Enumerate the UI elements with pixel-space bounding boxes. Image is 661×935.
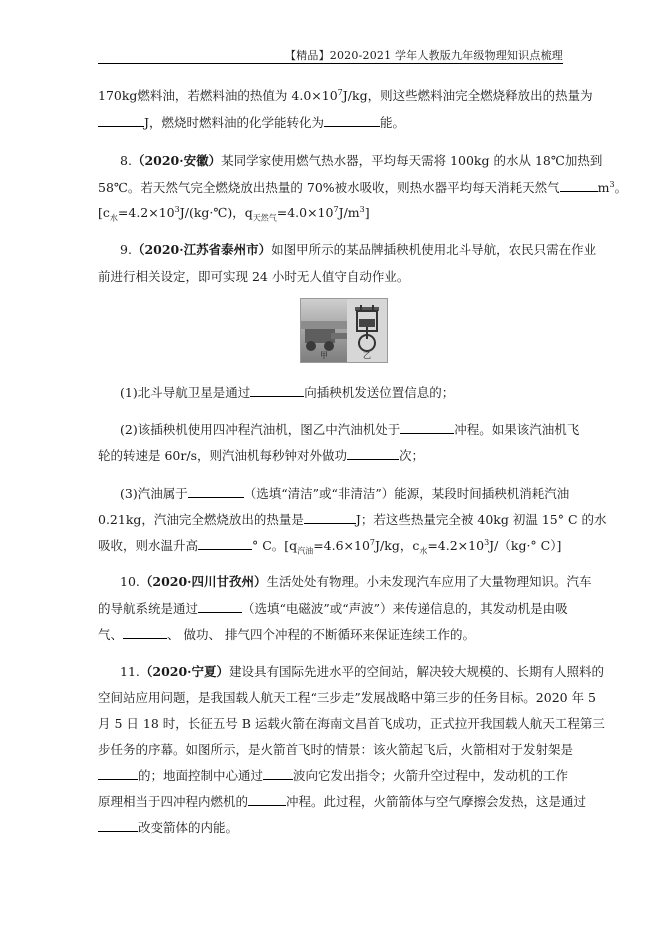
q9-part-3-line-1: (3)汽油属于 （选填“清洁”或“非清洁”）能源，某段时间插秧机消耗汽油 xyxy=(120,486,570,501)
q11-line-1: 11.（2020·宁夏）建设具有国际先进水平的空间站，解决较大规模的、长期有人照料的 xyxy=(120,664,605,679)
q9-line-1: 9.（2020·江苏省泰州市）如图甲所示的某品牌插秧机使用北斗导航，农民只需在作业 xyxy=(120,242,597,257)
q7-line-2: J，燃烧时燃料油的化学能转化为 能。 xyxy=(98,113,405,131)
answer-blank[interactable] xyxy=(347,446,399,460)
q9-part-2-line-2: 轮的转速是 60r/s，则汽油机每秒钟对外做功 次； xyxy=(98,448,424,463)
answer-blank[interactable] xyxy=(400,420,454,434)
q11-line-4: 步任务的序幕。如图所示，是火箭首飞时的情景：该火箭起飞后，火箭相对于发射架是 xyxy=(98,742,574,757)
q11-line-3: 月 5 日 18 时，长征五号 B 运载火箭在海南文昌首飞成功，正式拉开我国载人航天工程第三 xyxy=(98,716,605,731)
q9-part-3-line-2: 0.21kg，汽油完全燃烧放出的热量是 J；若这些热量完全被 40kg 初温 15° C 的水 xyxy=(98,512,607,527)
answer-blank[interactable] xyxy=(248,792,286,806)
header-rule xyxy=(98,63,563,64)
page-header: 【精品】2020-2021 学年人教版九年级物理知识点梳理 xyxy=(284,49,563,62)
answer-blank[interactable] xyxy=(188,484,244,498)
q11-line-7: 改变箭体的内能。 xyxy=(98,818,238,836)
q8-line-3: [$c_水=4.2\times 10^3J/(kg\cdot℃)$，$q_{天然气}=4.0\times 10^7J/m^3$] xyxy=(98,204,370,223)
figure-label-jia: 甲 xyxy=(320,351,328,360)
answer-blank[interactable] xyxy=(198,599,242,613)
rice-transplanter-photo xyxy=(301,299,347,362)
answer-blank[interactable] xyxy=(250,383,304,397)
figure-label-yi: 乙 xyxy=(363,351,371,360)
q10-line-2: 的导航系统是通过 （选填“电磁波”或“声波”）来传递信息的，其发动机是由吸 xyxy=(98,601,568,616)
answer-blank[interactable] xyxy=(98,766,138,780)
answer-blank[interactable] xyxy=(98,818,138,832)
answer-blank[interactable] xyxy=(263,766,293,780)
q8-line-1: 8.（2020·安徽）某同学家使用燃气热水器，平均每天需将 100kg 的水从 18℃加热到 xyxy=(120,153,603,168)
answer-blank[interactable] xyxy=(123,625,167,639)
q9-part-1: (1)北斗导航卫星是通过 向插秧机发送位置信息的； xyxy=(120,385,455,400)
q7-line-1: 170kg燃料油，若燃料油的热值为 $4.0\times 10^7J/kg$，则这些燃料油完全燃烧释放出的热量为 xyxy=(98,87,593,103)
q9-part-3-line-3: 吸收，则水温升高 ° C。[$q_{汽油}=4.6\times 10^7J/kg$，$c_水=4.2\times 10^3J/(kg\cdot^\circ$ C）] xyxy=(98,537,562,556)
q11-line-6: 原理相当于四冲程内燃机的 冲程。此过程，火箭箭体与空气摩擦会发热，这是通过 xyxy=(98,794,587,809)
q11-line-5: 的；地面控制中心通过 波向它发出指令；火箭升空过程中，发动机的工作 xyxy=(98,766,568,784)
answer-blank[interactable] xyxy=(98,113,144,127)
answer-blank[interactable] xyxy=(304,510,356,524)
answer-blank[interactable] xyxy=(560,178,598,192)
answer-blank[interactable] xyxy=(198,536,252,550)
q8-line-2: 58℃。若天然气完全燃烧放出热量的 70%被水吸收，则热水器平均每天消耗天然气 $m^3$。 xyxy=(98,179,628,195)
q9-figure xyxy=(300,298,388,363)
answer-blank[interactable] xyxy=(324,113,380,127)
q9-part-2-line-1: (2)该插秧机使用四冲程汽油机，图乙中汽油机处于 冲程。如果该汽油机飞 xyxy=(120,422,580,437)
q11-line-2: 空间站应用问题，是我国载人航天工程“三步走”发展战略中第三步的任务目标。2020 年 5 xyxy=(98,690,596,705)
q10-line-1: 10.（2020·四川甘孜州）生活处处有物理。小未发现汽车应用了大量物理知识。汽车 xyxy=(120,574,592,589)
q9-line-2: 前进行相关设定，即可实现 24 小时无人值守自动作业。 xyxy=(98,269,410,284)
q10-line-3: 气、 、 做功、 排气四个冲程的不断循环来保证连续工作的。 xyxy=(98,627,475,642)
engine-diagram xyxy=(347,299,387,362)
